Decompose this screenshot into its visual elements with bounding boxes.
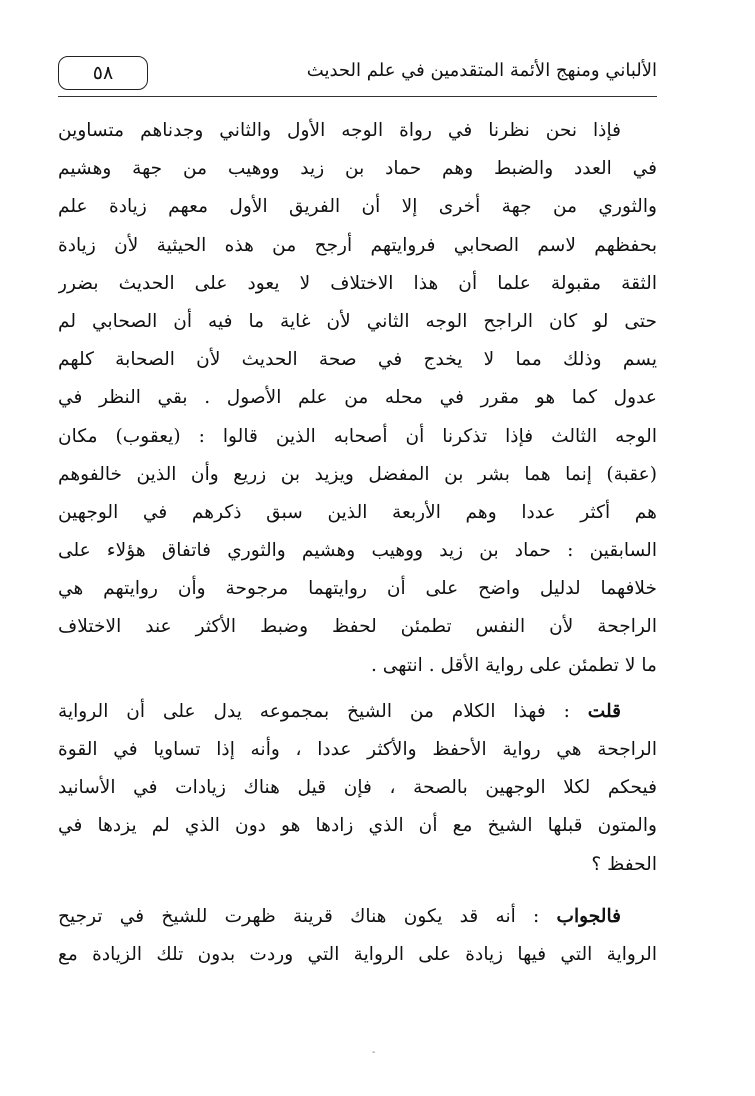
text-line: الراجحة هي رواية الأحفظ والأكثر عددا ، وأنه إذا تساويا في القوة (58, 739, 657, 760)
text-line: فيحكم لكلا الوجهين بالصحة ، فإن قيل هناك زيادات في الأسانيد (58, 777, 657, 799)
text-line: فإذا نحن نظرنا في رواة الوجه الأول والثاني وجدناهم متساوين (58, 120, 621, 141)
text-line: عدول كما هو مقرر في محله من علم الأصول . بقي النظر في (58, 387, 657, 409)
text-line: خلافهما لدليل واضح على أن روايتهما مرجوحة وأن روايتهم هي (58, 578, 657, 600)
header-rule (58, 96, 657, 97)
lead-word: قلت (587, 700, 621, 722)
text-line: والمتون قبلها الشيخ مع أن الذي زادها هو دون الذي لم يزدها في (58, 815, 657, 837)
text-line: يسم وذلك مما لا يخدج في صحة الحديث لأن الصحابة كلهم (58, 349, 657, 371)
text-line: هم أكثر عددا وهم الأربعة الذين سبق ذكرهم في الوجهين (58, 501, 657, 523)
text-line: والثوري من جهة أخرى إلا أن الفريق الأول معهم زيادة علم (58, 196, 657, 218)
text-line (58, 898, 657, 936)
text-line: السابقين : حماد بن زيد ووهيب وهشيم والثوري فاتفاق هؤلاء على (58, 540, 657, 562)
text-line: ما لا تطمئن على رواية الأقل . انتهى . (370, 654, 657, 676)
body-text (58, 112, 657, 974)
text-line: الثقة مقبولة علما أن هذا الاختلاف لا يعود على الحديث بضرر (58, 272, 657, 294)
text-line: الحفظ ؟ (591, 853, 657, 875)
text-segment: : أنه قد يكون هناك قرينة ظهرت للشيخ في ترجيح (58, 905, 557, 927)
running-title: الألباني ومنهج الأئمة المتقدمين في علم الحديث (306, 60, 657, 81)
text-line: الوجه الثالث فإذا تذكرنا أن أصحابه الذين قالوا : (يعقوب) مكان (58, 425, 657, 447)
text-line (58, 693, 657, 731)
text-line: (عقبة) إنما هما بشر بن المفضل ويزيد بن زريع وأن الذين خالفوهم (58, 463, 657, 485)
text-line: الراجحة لأن النفس تطمئن لحفظ وضبط الأكثر عند الاختلاف (58, 616, 657, 638)
page-number: ٥٨ (58, 56, 148, 90)
text-line: الرواية التي فيها زيادة على الرواية التي وردت بدون تلك الزيادة مع (58, 943, 657, 965)
footer-mark: - (372, 1047, 376, 1058)
text-line: حتى لو كان الراجح الوجه الثاني لأن غاية ما فيه أن الصحابي لم (58, 310, 657, 332)
lead-word: فالجواب (556, 905, 621, 927)
text-segment: : فهذا الكلام من الشيخ بمجموعه يدل على أن الرواية (58, 700, 588, 722)
text-line: في العدد والضبط وهم حماد بن زيد ووهيب من جهة وهشيم (58, 158, 657, 180)
text-line: بحفظهم لاسم الصحابي فروايتهم أرجح من هذه الحيثية لأن زيادة (58, 234, 657, 256)
page-header (58, 52, 657, 98)
